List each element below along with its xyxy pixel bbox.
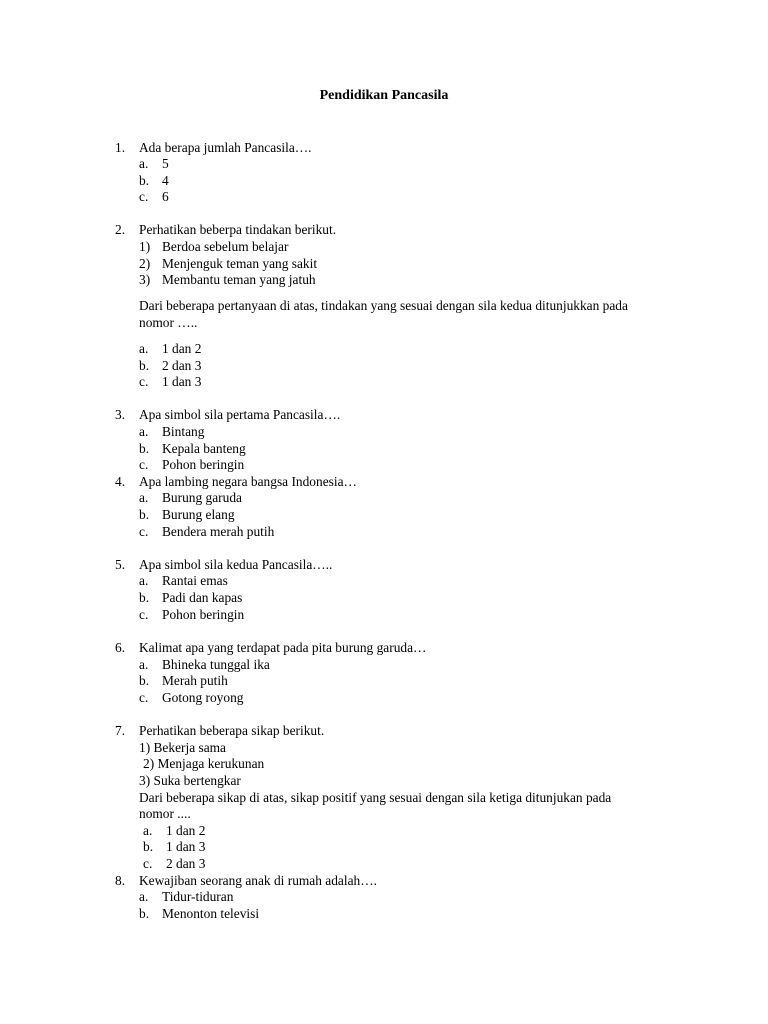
question-text: Ada berapa jumlah Pancasila…. <box>139 140 312 155</box>
option-label: c. <box>139 189 149 204</box>
option-label: a. <box>139 341 149 356</box>
option-label: b. <box>139 358 150 373</box>
item-text: 3) Suka bertengkar <box>139 773 241 788</box>
question-number: 5. <box>115 557 126 572</box>
question-text: Apa simbol sila pertama Pancasila…. <box>139 407 341 422</box>
option-label: c. <box>143 856 153 871</box>
option-text: 4 <box>162 173 169 188</box>
option-text: Bhineka tunggal ika <box>162 657 270 672</box>
option-label: a. <box>139 156 149 171</box>
option-text: 1 dan 3 <box>166 839 206 854</box>
option-label: a. <box>139 889 149 904</box>
question-paragraph: Dari beberapa pertanyaan di atas, tindakan yang sesuai dengan sila kedua ditunjukkan pada <box>139 298 628 313</box>
option-text: Gotong royong <box>162 690 244 705</box>
option-label: b. <box>139 673 150 688</box>
option-label: c. <box>139 607 149 622</box>
question-number: 2. <box>115 222 126 237</box>
item-text: Menjenguk teman yang sakit <box>162 256 318 271</box>
option-text: 2 dan 3 <box>162 358 202 373</box>
option-text: Pohon beringin <box>162 457 245 472</box>
option-text: Burung garuda <box>162 490 242 505</box>
option-text: 1 dan 2 <box>162 341 202 356</box>
option-text: Bendera merah putih <box>162 524 275 539</box>
question-number: 7. <box>115 723 126 738</box>
question-text: Apa lambing negara bangsa Indonesia… <box>139 474 357 489</box>
option-label: b. <box>139 441 150 456</box>
question-text: Perhatikan beberapa sikap berikut. <box>139 723 325 738</box>
option-text: Burung elang <box>162 507 235 522</box>
option-text: Padi dan kapas <box>162 590 243 605</box>
item-label: 1) <box>139 239 151 254</box>
option-text: 1 dan 3 <box>162 374 202 389</box>
question-paragraph: nomor .... <box>139 806 191 821</box>
question-number: 6. <box>115 640 126 655</box>
option-text: Pohon beringin <box>162 607 245 622</box>
option-text: Menonton televisi <box>162 906 260 921</box>
option-label: b. <box>139 507 150 522</box>
question-text: Kalimat apa yang terdapat pada pita burung garuda… <box>139 640 427 655</box>
item-text: Berdoa sebelum belajar <box>162 239 289 254</box>
option-text: Rantai emas <box>162 573 228 588</box>
item-text: Membantu teman yang jatuh <box>162 272 316 287</box>
option-label: c. <box>139 374 149 389</box>
option-label: a. <box>139 424 149 439</box>
option-text: 6 <box>162 189 169 204</box>
item-text: 1) Bekerja sama <box>139 740 226 755</box>
question-text: Perhatikan beberpa tindakan berikut. <box>139 222 337 237</box>
option-label: a. <box>139 573 149 588</box>
page-title: Pendidikan Pancasila <box>319 88 449 103</box>
option-label: b. <box>139 173 150 188</box>
option-label: b. <box>139 590 150 605</box>
option-text: Tidur-tiduran <box>162 889 234 904</box>
option-text: Kepala banteng <box>162 441 246 456</box>
question-number: 1. <box>115 140 126 155</box>
question-number: 4. <box>115 474 126 489</box>
item-label: 2) <box>139 256 151 271</box>
option-text: Bintang <box>162 424 205 439</box>
item-text: 2) Menjaga kerukunan <box>143 756 265 771</box>
option-label: c. <box>139 457 149 472</box>
question-number: 8. <box>115 873 126 888</box>
question-text: Kewajiban seorang anak di rumah adalah…. <box>139 873 377 888</box>
option-text: Merah putih <box>162 673 228 688</box>
option-label: b. <box>139 906 150 921</box>
option-text: 2 dan 3 <box>166 856 206 871</box>
question-paragraph: Dari beberapa sikap di atas, sikap positif yang sesuai dengan sila ketiga ditunjukan pada <box>139 790 612 805</box>
option-label: a. <box>139 657 149 672</box>
option-text: 5 <box>162 156 169 171</box>
option-label: b. <box>143 839 154 854</box>
question-paragraph: nomor ….. <box>139 315 198 330</box>
option-label: c. <box>139 690 149 705</box>
option-label: a. <box>139 490 149 505</box>
item-label: 3) <box>139 272 151 287</box>
question-number: 3. <box>115 407 126 422</box>
question-text: Apa simbol sila kedua Pancasila….. <box>139 557 333 572</box>
option-label: a. <box>143 823 153 838</box>
option-label: c. <box>139 524 149 539</box>
option-text: 1 dan 2 <box>166 823 206 838</box>
